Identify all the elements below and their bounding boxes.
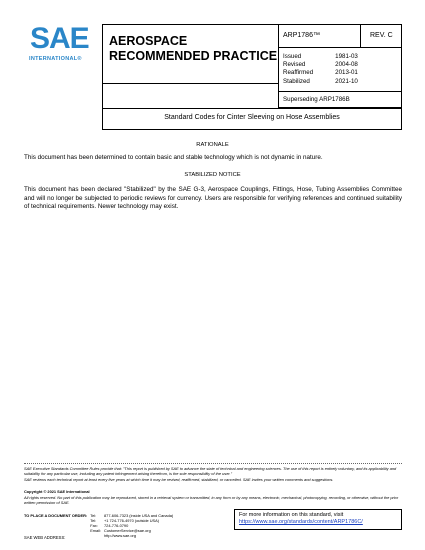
contact-label: Tel: (90, 513, 97, 518)
stabilized-notice-text: This document has been declared "Stabilized" by the SAE G-3, Aerospace Couplings, Fittings, Hose, Tubing Assemblies Committee and will no longer be subjected to periodic reviews for currency. Users are responsible for verifying references and continued suitability of technical requirements. Newer technology may exist. (24, 186, 402, 211)
contact-label (90, 533, 104, 538)
divider (102, 84, 103, 108)
review-note: SAE reviews each technical report at least every five years at which time it may be revised, reaffirmed, stabilized, or cancelled. SAE invites your written comments and suggestions. (24, 477, 334, 482)
document-number: ARP1786™ (283, 32, 320, 39)
date-value: 2021-10 (335, 77, 358, 85)
divider (278, 47, 402, 48)
date-row (283, 78, 358, 86)
date-label: Reaffirmed (283, 69, 314, 77)
title-line2: RECOMMENDED PRACTICE (109, 49, 278, 63)
sae-web-address-label: SAE WEB ADDRESS: (24, 535, 66, 540)
date-row (283, 53, 358, 61)
contact-web-link[interactable]: http://www.sae.org (104, 533, 137, 539)
rationale-text: This document has been determined to contain basic and stable technology which is not dynamic in nature. (24, 154, 323, 161)
date-label: Issued (283, 53, 302, 60)
date-row (283, 61, 358, 69)
standard-link[interactable]: https://www.sae.org/standards/content/ARP1786C/ (239, 519, 363, 525)
date-table (283, 53, 358, 86)
contact-value[interactable]: 877-606-7323 (inside USA and Canada) (104, 513, 174, 518)
contact-label: Tel: (90, 518, 97, 524)
document-type-title (109, 34, 277, 64)
rights-note: All rights reserved. No part of this publication may be reproduced, stored in a retrieval system or transmitted, in any form or by any means, electronic, mechanical, photocopying, recording, or otherwise, without the prior written permission of SAE. (24, 495, 399, 505)
date-value: 2004-08 (335, 61, 358, 69)
more-info-label: For more information on this standard, visit (239, 512, 344, 518)
stabilized-notice-heading: STABILIZED NOTICE (184, 172, 241, 178)
superseding-note: Superseding ARP1786B (283, 96, 350, 103)
contact-label: Email: (90, 528, 101, 534)
sae-logo-subtitle: INTERNATIONAL® (29, 56, 82, 62)
divider (360, 24, 361, 48)
document-subtitle: Standard Codes for Cinter Sleeving on Hose Assemblies (164, 114, 340, 121)
order-label: TO PLACE A DOCUMENT ORDER: (24, 513, 88, 518)
date-label: Stabilized (283, 77, 310, 85)
divider (278, 91, 402, 92)
date-value: 2013-01 (335, 69, 358, 77)
copyright: Copyright © 2021 SAE International (24, 489, 90, 494)
footer-divider (24, 463, 402, 464)
title-line1: AEROSPACE (109, 34, 188, 48)
rationale-heading: RATIONALE (196, 142, 229, 148)
date-label: Revised (283, 61, 306, 69)
revision-label: REV. C (370, 32, 393, 39)
more-info-text (239, 512, 363, 526)
executive-rules-note: SAE Executive Standards Committee Rules provide that: "This report is published by SAE to advance the state of technical and engineering sciences. The use of this report is entirely voluntary, and its applicability and suitability for any particular use, including any patent infringement arising therefrom, is the sole responsibility of the user." (24, 466, 397, 476)
contact-email-link[interactable]: CustomerService@sae.org (104, 528, 151, 534)
date-row (283, 69, 358, 77)
contact-value[interactable]: 724-776-0790 (104, 523, 129, 529)
contact-label: Fax: (90, 523, 98, 529)
contact-value[interactable]: +1 724-776-4970 (outside USA) (104, 518, 160, 524)
date-value: 1981-03 (335, 53, 358, 60)
sae-logo: SAE (30, 22, 89, 55)
